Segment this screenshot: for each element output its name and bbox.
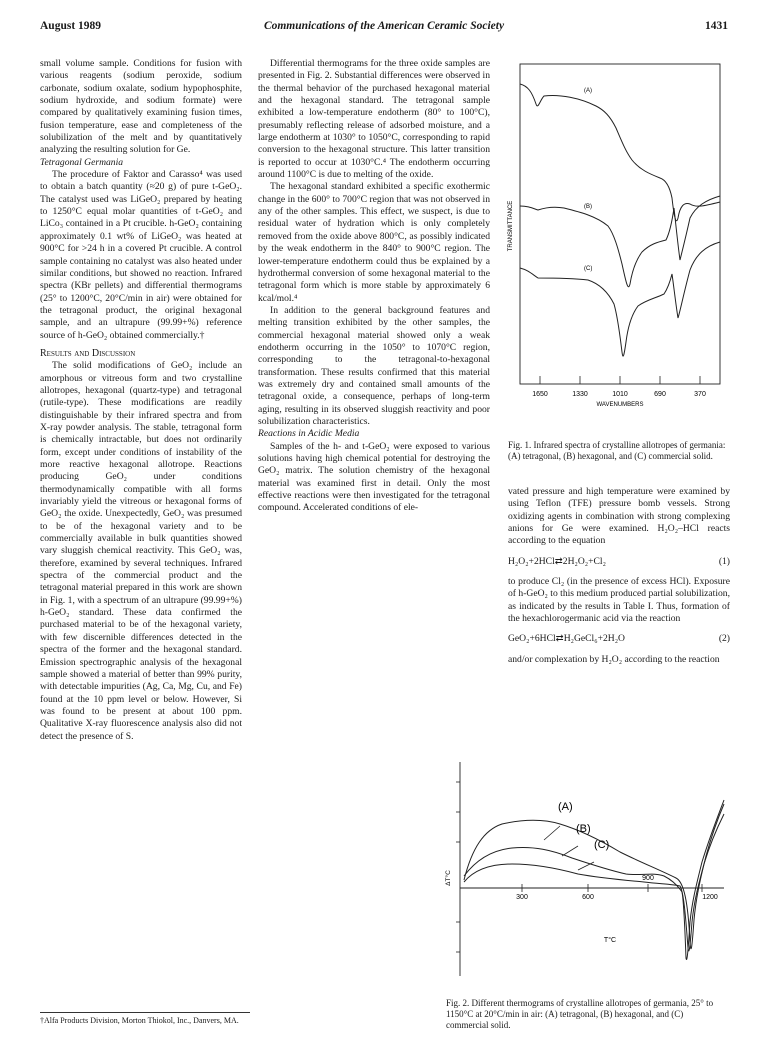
header-journal: Communications of the American Ceramic Society (263, 20, 505, 32)
series-label-a: (A) (584, 88, 592, 94)
series-label-a: (A) (558, 801, 573, 813)
paragraph: The solid modifications of GeO₂ include an amorphous or vitreous form and two crystalline allotropes, hexagonal (quartz-type) and tetragonal (rutile-type). These modifications are readily distinguishable by their infrared spectra and from X-ray powder analysis. The stable, tetragonal form is chemically intractable, but does not ordinarily form, except under conditions of instability of the more reactive hexagonal allotrope. Reactions producing GeO₂ under conditions thermodynamically compatible with all forms invariably yield the vitreous or hexagonal forms of GeO₂ the oxide. Unexpectedly, GeO₂ was presumed to be of the hexagonal variety and to be commercially available in bulk quantities showed vary sluggish chemical reactivity. This GeO₂ was, therefore, examined by several techniques. Infrared spectra of the commercial product and the tetragonal material prepared in this work are shown in Fig. 1, with a spectrum of an ultrapure (99.99+%) h-GeO₂ standard. These data confirmed the purchased material to be of the hexagonal variety, with few discernible differences detected in the spectra of the former and the hexagonal standard. Emission spectrographic analysis of the hexagonal sample showed a material of better than 99% purity, with detectable impurities (Ag, Ca, Mg, Cu, and Fe) found at the 10 ppm level or below. However, Si was found to be present at about 100 ppm. Qualitative X-ray fluorescence analysis also did not detect the presence of S. (40, 360, 242, 742)
spectrum-c (520, 242, 720, 356)
section-heading: Results and Discussion (40, 347, 136, 359)
paragraph: The hexagonal standard exhibited a specific exothermic change in the 600° to 700°C region that was not observed in any of the other samples. This effect, we suspect, is due to residual water of hydration which is only completely removed from the oxide above 800°C, as possibly indicated by the weak endotherm in the 840° to 900°C region. The lower-temperature endotherm could thus be explained by a hydrothermal conversion of some hexagonal material to the tetragonal form which is more stable by approximately 6 kcal/mol.⁴ (258, 181, 490, 304)
x-tick-label: 690 (654, 391, 666, 398)
equation-number: (2) (718, 633, 730, 645)
paragraph: The procedure of Faktor and Carasso⁴ was used to obtain a batch quantity (≈20 g) of pure t-GeO₂. The catalyst used was LiGeO₂ prepared by heating to 1250°C equal molar quantities of t-GeO₂ and LiCo₃ contained in a Pt crucible. h-GeO₂ containing approximately 0.1 wt% of LiGeO₂ was heated at 900°C for >24 h in a covered Pt crucible. A control sample containing no catalyst was also heated under similar conditions, but showed no reaction. Infrared spectra (KBr pellets) and differential thermograms (25° to 1200°C, 20°C/min in air) were obtained for the tetragonal product, the original hexagonal sample, and an ultrapure (99.99+%) reference source of h-GeO₂ obtained commercially.† (40, 169, 242, 341)
spectrum-b (520, 196, 720, 287)
y-axis-label: ΔT°C (445, 870, 452, 886)
equation-body: H₂O₂+2HCl⇄2H₂O₂+Cl₂ (508, 555, 606, 567)
text-column-middle (258, 58, 490, 515)
series-label-c: (C) (594, 839, 610, 851)
x-tick-label: 900 (642, 875, 654, 882)
x-tick-label: 600 (582, 894, 594, 901)
text-column-right (508, 486, 730, 666)
x-axis-label: T°C (603, 937, 617, 944)
x-tick-label: 370 (694, 391, 706, 398)
equation-number: (1) (718, 555, 730, 567)
paragraph: In addition to the general background features and melting transition exhibited by the other samples, the commercial hexagonal material showed only a weak endotherm occurring in the 1050° to 1070°C region, corresponding to the tetragonal-to-hexagonal transformation. These results confirmed that this material was extremely dry and contained small amounts of the tetragonal oxide, a consequence, perhaps of long-term aging, resulting in its observed sluggish reactivity and poor solubilization characteristics. (258, 304, 490, 427)
leader-line-b (562, 846, 578, 856)
series-label-c: (C) (584, 266, 593, 272)
series-label-b: (B) (584, 204, 592, 210)
figure-1-ir-spectra (500, 56, 730, 440)
leader-line-c (578, 862, 594, 870)
x-axis-label: WAVENUMBERS (596, 402, 644, 408)
paragraph: vated pressure and high temperature were examined by using Teflon (TFE) pressure bomb vessels. Strong oxidizing agents in combination with strong complexing anions for Ge were examined. H₂O₂–HCl reacts according to the equation (508, 486, 730, 547)
running-header (40, 20, 728, 36)
equation-2 (508, 633, 730, 645)
header-page-number: 1431 (705, 20, 728, 32)
equation-body: GeO₂+6HCl⇄H₂GeCl₆+2H₂O (508, 633, 625, 645)
x-ticks (540, 376, 700, 384)
subsection-heading: Tetragonal Germania (40, 156, 124, 168)
equation-1 (508, 556, 730, 568)
footnote: †Alfa Products Division, Morton Thiokol, Inc., Danvers, MA. (40, 1012, 250, 1026)
header-date: August 1989 (40, 20, 102, 32)
spectrum-a (520, 84, 720, 221)
series-label-b: (B) (576, 823, 591, 835)
figure-2-thermograms (440, 752, 730, 990)
x-tick-label: 300 (516, 894, 528, 901)
figure-1-caption: Fig. 1. Infrared spectra of crystalline allotropes of germania: (A) tetragonal, (B) hexagonal, and (C) commercial solid. (508, 440, 726, 461)
subsection-heading: Reactions in Acidic Media (258, 428, 360, 440)
x-tick-label: 1200 (702, 894, 718, 901)
x-tick-label: 1010 (612, 391, 628, 398)
figure-2-caption: Fig. 2. Different thermograms of crystalline allotropes of germania, 25° to 1150°C at 20°C/min in air: (A) tetragonal, (B) hexagonal, and (C) commercial solid. (446, 998, 714, 1030)
text-column-left (40, 58, 242, 743)
paragraph: small volume sample. Conditions for fusion with various reagents (sodium peroxide, sodium carbonate, sodium oxalate, sodium hypophosphite, sodium hydroxide, and sodium formate) were compared by qualitatively examining fusion times, fusion temperature, ease and completeness of the solubilization of the melt and by quantitatively analyzing the resulting solution for Ge. (40, 58, 242, 156)
paragraph: to produce Cl₂ (in the presence of excess HCl). Exposure of h-GeO₂ to this medium produced partial solubilization, as indicated by the results in Table I. Thus, formation of the hexachlorogermanic acid via the reaction (508, 576, 730, 625)
paragraph: and/or complexation by H₂O₂ according to the reaction (508, 653, 720, 665)
y-ticks (456, 782, 460, 952)
paragraph: Samples of the h- and t-GeO₂ were exposed to various solutions having high chemical potential for destroying the GeO₂ matrix. The solution chemistry of the hexagonal material was examined first in detail. Only the most effective reactions were then investigated for the tetragonal compound. Accelerated conditions of ele- (258, 440, 490, 514)
y-axis-label: TRANSMITTANCE (508, 200, 514, 252)
x-tick-label: 1650 (532, 391, 548, 398)
x-tick-label: 1330 (572, 391, 588, 398)
leader-line-a (544, 826, 560, 840)
paragraph: Differential thermograms for the three oxide samples are presented in Fig. 2. Substantial differences were observed in the thermal behavior of the purchased hexagonal material and the hexagonal standard. The tetragonal sample exhibited a low-temperature endotherm (80° to 100°C), presumably reflecting release of adsorbed moisture, and a large endotherm at 1030° to 1050°C, corresponding to rapid conversion to the hexagonal structure. This latter transition is reported to occur at 1030°C.⁴ The endotherm occurring around 1100°C is due to melting of the oxide. (258, 58, 490, 181)
